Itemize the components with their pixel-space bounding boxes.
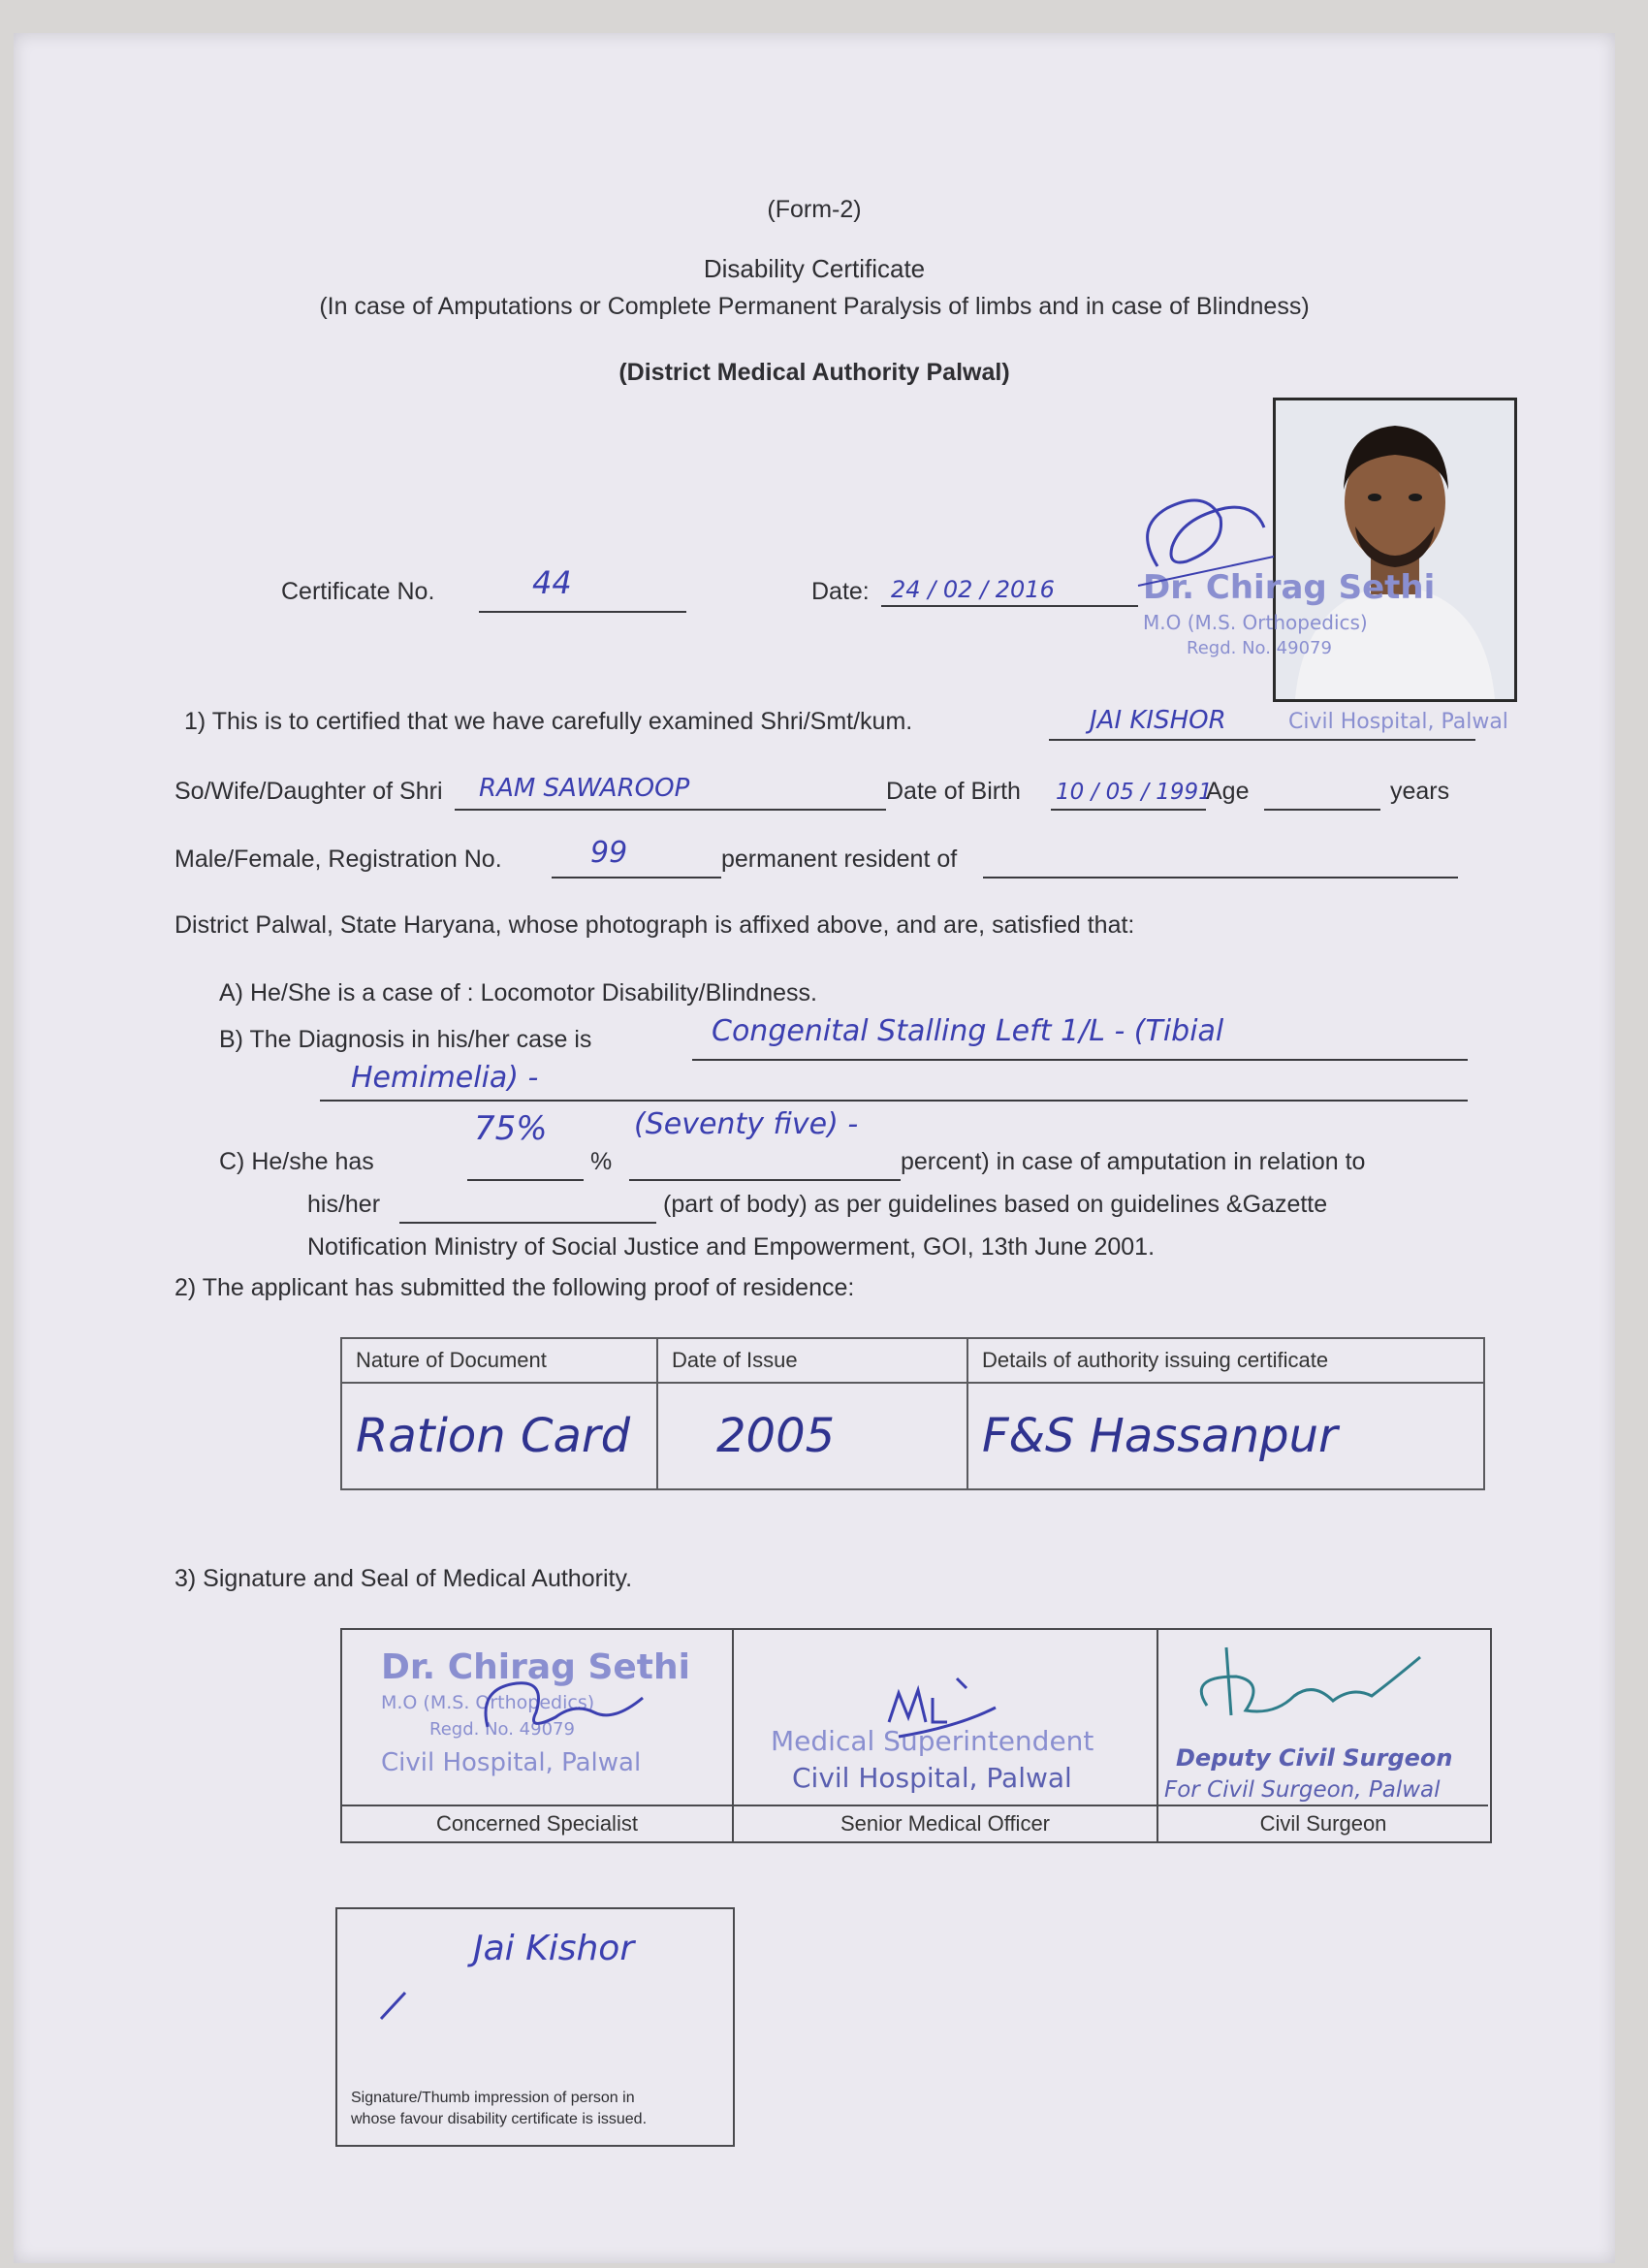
doctor-stamp-designation: M.O (M.S. Orthopedics) (1143, 611, 1368, 634)
section1-reg-label: Male/Female, Registration No. (174, 846, 502, 873)
doctor-signature-icon (1128, 489, 1274, 595)
certificate-title: Disability Certificate (703, 254, 926, 283)
specialist-stamp-regd: Regd. No. 49079 (429, 1719, 575, 1740)
name-value: JAI KISHOR (1090, 706, 1226, 735)
item-b-label: B) The Diagnosis in his/her case is (219, 1026, 592, 1053)
specialist-stamp-designation: M.O (M.S. Orthopedics) (381, 1692, 595, 1713)
item-c-line3: Notification Ministry of Social Justice and Empowerment, GOI, 13th June 2001. (307, 1233, 1156, 1261)
thumb-caption-line2: whose favour disability certificate is issued. (351, 2111, 648, 2127)
smo-cell (734, 1630, 1158, 1841)
section2-label: 2) The applicant has submitted the following proof of residence: (174, 1274, 855, 1301)
smo-caption: Senior Medical Officer (734, 1805, 1157, 1841)
specialist-cell (342, 1630, 734, 1841)
civil-surgeon-caption: Civil Surgeon (1158, 1805, 1488, 1841)
thumb-caption-line1: Signature/Thumb impression of person in (351, 2090, 635, 2106)
section1-district-line: District Palwal, State Haryana, whose photograph is affixed above, and are, satisfied that: (174, 911, 1135, 939)
residence-proof-table (340, 1337, 1485, 1490)
father-name-value: RAM SAWAROOP (479, 774, 690, 803)
registration-no-value: 99 (590, 836, 628, 870)
section1-years-label: years (1390, 778, 1450, 805)
certificate-no-label: Certificate No. (281, 578, 435, 605)
column-header: Details of authority issuing certificate (967, 1338, 1484, 1383)
certificate-subtitle: (In case of Amputations or Complete Permanent Paralysis of limbs and in case of Blindness) (319, 293, 1310, 320)
civil-surgeon-stamp-office: For Civil Surgeon, Palwal (1164, 1777, 1441, 1803)
specialist-caption: Concerned Specialist (342, 1805, 732, 1841)
table-header-row (341, 1338, 1484, 1383)
specialist-stamp-name: Dr. Chirag Sethi (381, 1647, 690, 1687)
doctor-stamp-regd: Regd. No. 49079 (1187, 638, 1332, 658)
issuing-authority-cell: F&S Hassanpur (967, 1383, 1484, 1489)
date-label: Date: (811, 578, 870, 605)
date-value: 24 / 02 / 2016 (891, 576, 1055, 603)
specialist-stamp-hospital: Civil Hospital, Palwal (381, 1748, 642, 1777)
percent-sign: % (590, 1148, 613, 1175)
column-header: Nature of Document (341, 1338, 657, 1383)
applicant-signature: Jai Kishor (473, 1929, 635, 1968)
table-row (341, 1383, 1484, 1489)
item-a-text: A) He/She is a case of : Locomotor Disability/Blindness. (219, 979, 817, 1006)
civil-surgeon-stamp-title: Deputy Civil Surgeon (1176, 1744, 1453, 1772)
section1-dob-label: Date of Birth (886, 778, 1021, 805)
section1-father-label: So/Wife/Daughter of Shri (174, 778, 443, 805)
item-c-line2-a: his/her (307, 1191, 381, 1218)
authority-label: (District Medical Authority Palwal) (618, 359, 1010, 386)
section1-resident-label: permanent resident of (721, 846, 958, 873)
item-c-label: C) He/she has (219, 1148, 374, 1175)
doctor-stamp-name: Dr. Chirag Sethi (1143, 568, 1436, 607)
percent-words: (Seventy five) - (634, 1107, 859, 1141)
smo-stamp-title: Medical Superintendent (771, 1725, 1094, 1757)
photo-stamp-line4: Civil Hospital, Palwal (1288, 710, 1508, 734)
diagnosis-line1: Congenital Stalling Left 1/L - (Tibial (712, 1014, 1224, 1048)
item-c-text: percent) in case of amputation in relation to (901, 1148, 1366, 1175)
diagnosis-line2: Hemimelia) - (351, 1061, 539, 1095)
section1-line1: 1) This is to certified that we have carefully examined Shri/Smt/kum. (184, 708, 913, 735)
column-header: Date of Issue (657, 1338, 967, 1383)
section3-label: 3) Signature and Seal of Medical Authority. (174, 1565, 633, 1592)
smo-stamp-hospital: Civil Hospital, Palwal (792, 1762, 1072, 1794)
item-c-line2-b: (part of body) as per guidelines based on guidelines &Gazette (663, 1191, 1328, 1218)
percent-value: 75% (474, 1109, 548, 1148)
certificate-page (14, 33, 1615, 2263)
certificate-no-value: 44 (532, 564, 572, 601)
signature-tick-icon (376, 1985, 415, 2024)
specialist-signature-icon (478, 1669, 652, 1746)
form-label: (Form-2) (767, 196, 862, 223)
applicant-signature-box (335, 1907, 735, 2147)
section1-age-label: Age (1206, 778, 1250, 805)
dob-value: 10 / 05 / 1991 (1056, 780, 1213, 805)
civil-surgeon-cell (1158, 1630, 1488, 1841)
document-nature-cell: Ration Card (341, 1383, 657, 1489)
civil-surgeon-signature-icon (1188, 1638, 1440, 1744)
date-of-issue-cell: 2005 (657, 1383, 967, 1489)
smo-signature-icon (879, 1669, 1015, 1746)
signature-seal-table (340, 1628, 1492, 1843)
